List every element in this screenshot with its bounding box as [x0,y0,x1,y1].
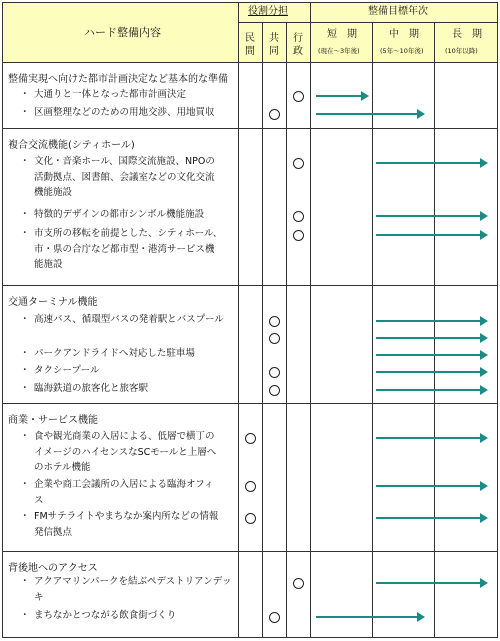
list-item-line: パークアンドライドへ対応した駐車場 [34,348,195,359]
bullet: ・ [20,576,30,587]
list-item-line: 区画整理などのための用地交渉、用地買収 [34,107,215,118]
grid-line [2,637,498,638]
list-item-line: 特徴的デザインの都市シンボル機能施設 [34,209,205,220]
list-item [20,87,238,103]
role-column-header: 民 間 [245,33,255,57]
bullet: ・ [20,228,30,239]
list-item-line: アクアマリンパークを結ぶペデストリアンデッ [34,576,232,587]
term-arrow [316,616,418,618]
term-arrow [376,337,481,339]
bullet: ・ [20,348,30,359]
list-item-line: 企業や商工会議所の入居による臨海オフィ [34,479,214,490]
role-header: 役割分担 [248,6,288,17]
section-title: 背後地へのアクセス [8,563,98,574]
list-item [20,312,238,328]
grid-line [434,22,435,637]
role-marker [293,230,304,241]
grid-line [262,22,263,637]
bullet: ・ [20,89,30,100]
grid-line [2,285,498,286]
list-item [20,381,238,397]
role-marker [245,433,256,444]
list-item-line: まちなかとつながる飲食街づくり [34,610,177,621]
short-term-sub: (現在〜3年後) [318,47,360,55]
term-arrow [376,582,481,584]
bullet: ・ [20,365,30,376]
list-item-line: 活動拠点、図書館、会議室などの文化交流 [34,171,215,183]
role-column-header: 共 同 [269,33,279,57]
grid-line [2,403,498,404]
bullet: ・ [20,511,30,522]
role-marker [245,513,256,524]
role-column-header: 行 政 [293,33,303,57]
term-arrow [376,437,481,439]
grid-line [2,2,3,637]
role-marker [269,316,280,327]
mid-term-sub: (5年〜10年後) [380,47,424,55]
list-item [20,608,238,624]
list-item [20,207,238,223]
role-marker [269,612,280,623]
list-item [20,346,238,362]
bullet: ・ [20,431,30,442]
grid-line [286,22,287,637]
list-item-line: 高速バス、循環型バスの発着駅とバスプール [34,314,224,325]
role-marker [293,211,304,222]
bullet: ・ [20,209,30,220]
list-item-line: キ [34,591,44,603]
role-marker [269,367,280,378]
schedule-header: 整備目標年次 [368,6,428,17]
list-item [20,574,238,605]
bullet: ・ [20,314,30,325]
list-item-line: 機能施設 [34,187,73,198]
bullet: ・ [20,156,30,167]
term-arrow [376,371,481,373]
role-marker [293,578,304,589]
list-item-line: 市・県の合庁など都市型・港湾サービス機 [34,243,215,255]
term-arrow [316,113,418,115]
list-item-line: 能施設 [34,259,63,270]
list-item [20,154,238,201]
role-marker [269,385,280,396]
list-item-line: タクシープール [34,365,100,376]
role-marker [293,158,304,169]
term-arrow [376,354,481,356]
term-arrow [316,95,362,97]
role-marker [245,481,256,492]
long-term-label: 長 期 [452,29,482,40]
list-item-line: 発信拠点 [34,526,73,538]
grid-line [497,2,498,637]
section-title: 商業・サービス機能 [8,415,98,426]
role-marker [293,91,304,102]
grid-line [2,2,498,3]
term-arrow [376,215,481,217]
list-item-line: イメージのハイセンスなSCモールと上層へ [34,446,217,458]
list-item [20,477,238,508]
section-title: 整備実現へ向けた都市計画決定など基本的な準備 [8,74,228,85]
role-marker [269,109,280,120]
grid-line [238,2,239,637]
term-arrow [376,485,481,487]
term-arrow [376,162,481,164]
role-marker [269,333,280,344]
list-item [20,226,238,273]
bullet: ・ [20,107,30,118]
short-term-label: 短 期 [327,29,357,40]
section-title: 複合交流機能(シティホール) [8,140,135,151]
content-header: ハード整備内容 [84,26,161,39]
bullet: ・ [20,610,30,621]
list-item-line: 大通りと一体となった都市計画決定 [34,89,187,100]
grid-line [310,2,311,637]
grid-line [238,22,498,23]
bullet: ・ [20,383,30,394]
list-item-line: 臨海鉄道の旅客化と旅客駅 [34,383,149,394]
list-item [20,363,238,379]
grid-line [2,551,498,552]
long-term-sub: (10年以降) [445,47,478,55]
list-item-line: ス [34,494,44,506]
term-arrow [376,234,481,236]
list-item [20,105,238,121]
term-arrow [376,517,481,519]
grid-line [2,128,498,129]
section-title: 交通ターミナル機能 [8,297,98,308]
list-item-line: 食や観光商業の入居による、低層で横丁の [34,431,215,442]
mid-term-label: 中 期 [389,29,419,40]
term-arrow [376,320,481,322]
list-item [20,429,238,476]
list-item [20,509,238,540]
list-item-line: 文化・音楽ホール、国際交流施設、NPOの [34,156,215,167]
bullet: ・ [20,479,30,490]
list-item-line: FMサテライトやまちなか案内所などの情報 [34,511,219,522]
term-arrow [376,389,481,391]
list-item-line: のホテル機能 [34,462,91,473]
grid-line [2,62,498,63]
list-item-line: 市支所の移転を前提とした、シティホール、 [34,228,223,239]
